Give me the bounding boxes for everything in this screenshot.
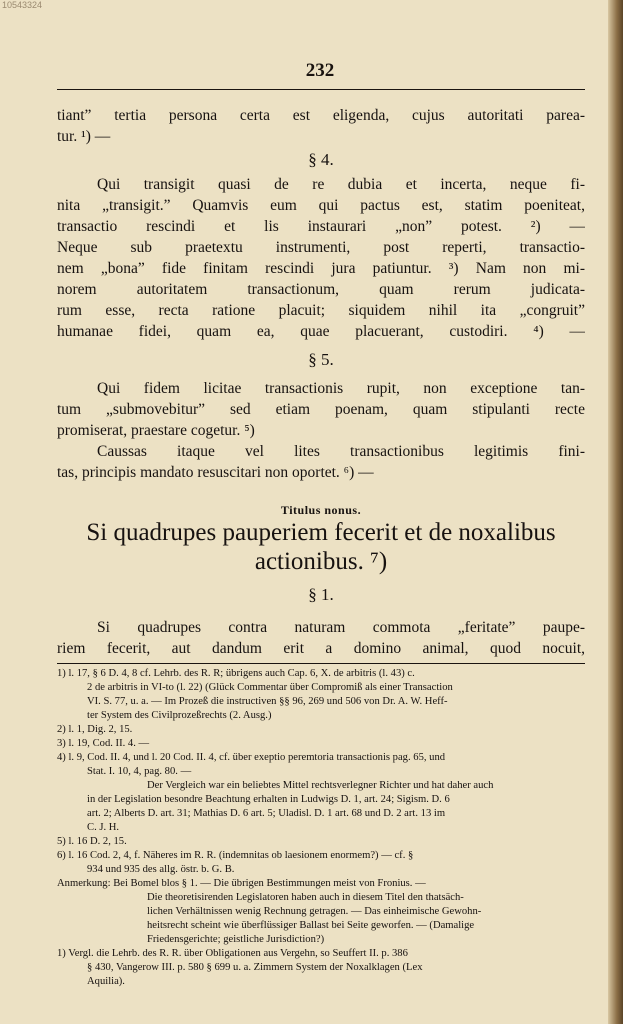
footnote-line: 3) l. 19, Cod. II. 4. —: [57, 738, 150, 749]
footnote-line: Die theoretisirenden Legislatoren haben auch in diesem Titel den thatsäch-: [147, 892, 464, 903]
footnote-line: Aquilia).: [87, 976, 125, 987]
section-heading: § 1.: [308, 585, 334, 604]
footnote-line: Anmerkung: Bei Bomel blos § 1. — Die übrigen Bestimmungen meist von Fronius. —: [57, 878, 426, 889]
book-spine-edge: [608, 0, 623, 1024]
body-line: tur. ¹) —: [57, 128, 111, 145]
library-mark: 10543324: [2, 0, 43, 10]
footnote-line: 6) l. 16 Cod. 2, 4, f. Näheres im R. R. (indemnitas ob laesionem enormem?) — cf. §: [57, 850, 414, 861]
footnote-line: VI. S. 77, u. a. — Im Prozeß die instructiven §§ 96, 269 und 506 von Dr. A. W. Heff-: [87, 696, 448, 707]
footnote-rule: [57, 663, 585, 664]
body-line: nem „bona” fide finitam rescindi jura patiuntur. ³) Nam non mi-: [57, 260, 585, 277]
footnote-line: C. J. H.: [87, 822, 120, 833]
body-line: Neque sub praetextu instrumenti, post reperti, transactio-: [57, 239, 585, 256]
body-line: tiant” tertia persona certa est eligenda, cujus autoritati parea-: [57, 107, 585, 124]
footnote-line: Friedensgerichte; geistliche Jurisdiction?): [147, 934, 325, 945]
body-line: norem autoritatem transactionum, quam rerum judicata-: [57, 281, 585, 298]
body-line: humanae fidei, quam ea, quae placuerant, custodiri. ⁴) —: [57, 323, 585, 340]
body-line: rum esse, recta ratione placuit; siquidem nihil ita „congruit”: [57, 302, 585, 319]
footnote-line: art. 2; Alberts D. art. 31; Mathias D. 6 art. 5; Uladisl. D. 1 art. 68 und D. 2 art. 13 im: [87, 808, 446, 819]
body-line: riem fecerit, aut dandum erit a domino animal, quod nocuit,: [57, 640, 585, 657]
footnote-line: ter System des Civilprozeßrechts (2. Ausg.): [87, 710, 272, 721]
body-line: nita „transigit.” Quamvis eum qui pactus est, statim poeniteat,: [57, 197, 585, 214]
footnote-line: lichen Verhältnissen wenig Rechnung getragen. — Das einheimische Gewohn-: [147, 906, 482, 917]
title-heading: actionibus. ⁷): [254, 548, 388, 575]
body-line: Si quadrupes contra naturam commota „feritate” paupe-: [97, 619, 585, 636]
body-line: Qui transigit quasi de re dubia et incerta, neque fi-: [97, 176, 585, 193]
header-rule: [57, 89, 585, 90]
body-line: Qui fidem licitae transactionis rupit, non exceptione tan-: [97, 380, 585, 397]
body-line: promiserat, praestare cogetur. ⁵): [57, 422, 255, 439]
section-heading: § 5.: [308, 350, 334, 369]
title-label: Titulus nonus.: [280, 503, 362, 517]
footnote-line: in der Legislation besondre Beachtung erhalten in Ludwigs D. 1, art. 24; Sigism. D. 6: [87, 794, 450, 805]
body-line: tum „submovebitur” sed etiam poenam, quam stipulanti recte: [57, 401, 585, 418]
footnote-line: § 430, Vangerow III. p. 580 § 699 u. a. Zimmern System der Noxalklagen (Lex: [87, 962, 423, 973]
footnote-line: 1) Vergl. die Lehrb. des R. R. über Obligationen aus Vergehn, so Seuffert II. p. 386: [57, 948, 408, 959]
page-number: 232: [305, 60, 335, 81]
footnote-line: 5) l. 16 D. 2, 15.: [57, 836, 127, 847]
footnote-line: 2) l. 1, Dig. 2, 15.: [57, 724, 133, 735]
title-heading: Si quadrupes pauperiem fecerit et de noxalibus: [86, 519, 556, 546]
body-line: tas, principis mandato resuscitari non oportet. ⁶) —: [57, 464, 374, 481]
footnote-line: 934 und 935 des allg. östr. b. G. B.: [87, 864, 235, 875]
footnote-line: Stat. I. 10, 4, pag. 80. —: [87, 766, 192, 777]
footnote-line: heitsrecht scheint wie überflüssiger Ballast bei Seite geworfen. — (Damalige: [147, 920, 475, 931]
footnote-line: Der Vergleich war ein beliebtes Mittel rechtsverlegner Richter und hat daher auch: [147, 780, 494, 791]
footnote-line: 4) l. 9, Cod. II. 4, und l. 20 Cod. II. 4, cf. über exeptio peremtoria transactionis pag. 65, und: [57, 752, 446, 763]
body-line: Caussas itaque vel lites transactionibus legitimis fini-: [97, 443, 585, 460]
footnote-line: 1) l. 17, § 6 D. 4, 8 cf. Lehrb. des R. R; übrigens auch Cap. 6, X. de arbitris (l. 43) c.: [57, 668, 415, 679]
footnote-line: 2 de arbitris in VI-to (l. 22) (Glück Commentar über Compromiß als einer Transaction: [87, 682, 453, 693]
section-heading: § 4.: [308, 150, 334, 169]
body-line: transactio rescindi et lis instaurari „non” potest. ²) —: [57, 218, 585, 235]
